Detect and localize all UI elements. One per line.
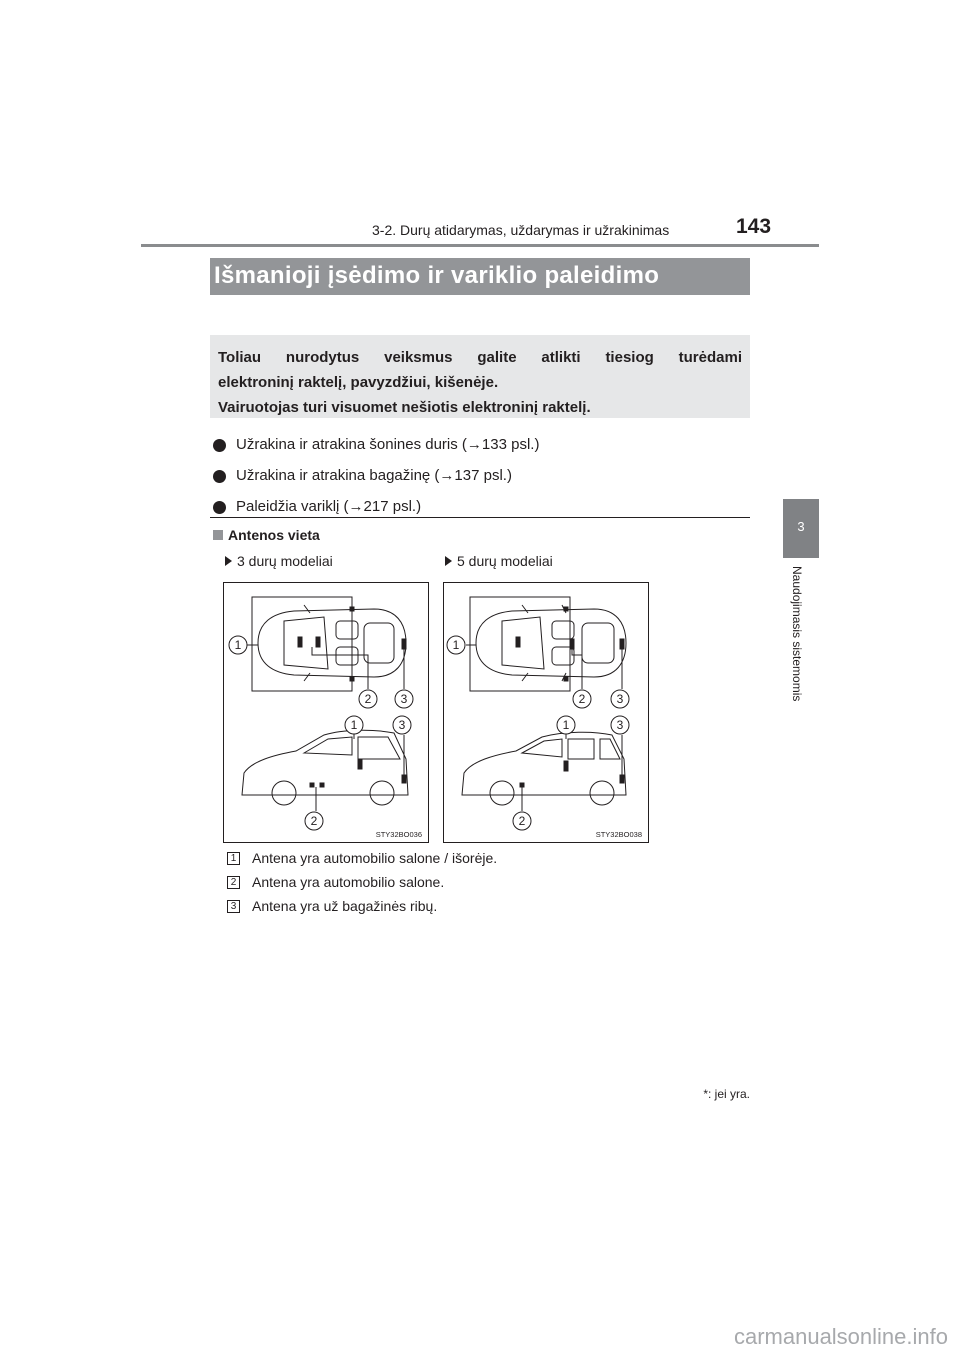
footnote: *: jei yra. [703,1087,750,1101]
three-door-label: 3 durų modeliai [225,553,333,569]
callout-1: 1 [234,638,242,652]
list-item: Paleidžia variklį (→217 psl.) [210,494,750,520]
callout-1: 1 [452,638,460,652]
five-door-diagram [443,582,649,843]
triangle-marker-icon [225,556,232,566]
legend-number: 1 [227,852,240,865]
bullet-icon [213,470,226,483]
header-divider [141,244,819,247]
callout-3: 3 [398,718,406,732]
callout-2: 2 [578,692,586,706]
legend-number: 2 [227,876,240,889]
legend-text: Antena yra automobilio salone. [252,874,445,890]
three-door-car-illustration [224,583,430,844]
section-title: Išmanioji įsėdimo ir variklio paleidimo [214,262,660,289]
callout-1: 1 [350,718,358,732]
square-marker-icon [213,530,223,540]
callout-3: 3 [616,692,624,706]
legend-item [227,870,497,894]
legend-text: Antena yra automobilio salone / išorėje. [252,850,498,866]
chapter-title: Naudojimasis sistemomis [790,566,804,702]
page-number: 143 [736,215,772,238]
intro-line: elektroninį raktelį, pavyzdžiui, kišenėje. [218,374,499,391]
section-title-line2: sistema* [214,292,313,319]
bullet-icon [213,439,226,452]
list-item: Užrakina ir atrakina šonines duris (→133 psl.) [210,432,750,458]
callout-2: 2 [364,692,372,706]
figure-code: STY32BO038 [595,830,642,839]
chapter-tab[interactable]: 3 [783,499,819,558]
bullet-icon [213,501,226,514]
antenna-legend [227,846,497,918]
callout-2: 2 [310,814,318,828]
intro-box [210,335,750,418]
feature-list [210,432,750,525]
section-divider [210,517,750,518]
figure-code: STY32BO036 [375,830,422,839]
intro-line: Vairuotojas turi visuomet nešiotis elektroninį raktelį. [218,399,591,416]
five-door-car-illustration [444,583,650,844]
three-door-diagram [223,582,429,843]
list-item: Užrakina ir atrakina bagažinę (→137 psl.) [210,463,750,489]
legend-item [227,846,497,870]
subsection-heading: Antenos vieta [213,527,320,543]
watermark: carmanualsonline.info [733,1324,948,1349]
five-door-label: 5 durų modeliai [445,553,553,569]
section-title-bar [210,258,750,319]
intro-line: Toliau nurodytus veiksmus galite atlikti tiesiog turėdami [218,349,742,366]
legend-text: Antena yra už bagažinės ribų. [252,898,438,914]
running-header: 3-2. Durų atidarymas, uždarymas ir užrakinimas [372,222,670,238]
legend-number: 3 [227,900,240,913]
callout-3: 3 [400,692,408,706]
callout-3: 3 [616,718,624,732]
legend-item [227,894,497,918]
callout-2: 2 [518,814,526,828]
callout-1: 1 [562,718,570,732]
triangle-marker-icon [445,556,452,566]
